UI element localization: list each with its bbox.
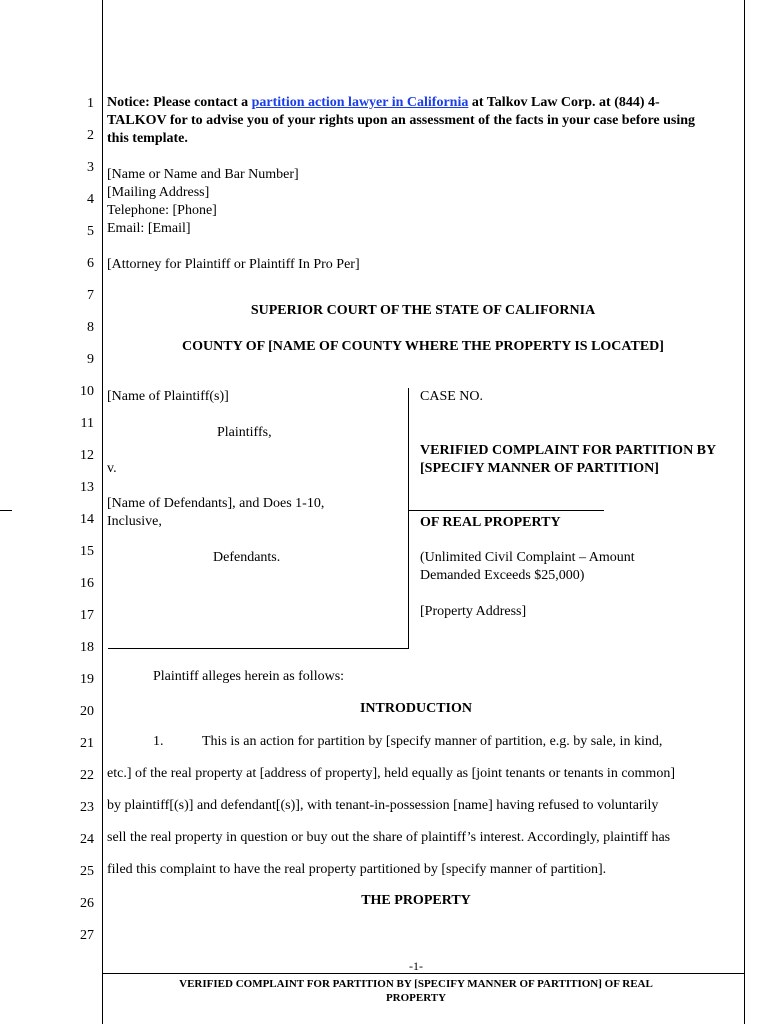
line-number: 2 [87, 128, 94, 143]
line-number: 19 [80, 672, 94, 687]
attorney-block [107, 166, 507, 238]
line-number: 7 [87, 288, 94, 303]
line-number: 6 [87, 256, 94, 271]
line-number: 10 [80, 384, 94, 399]
footer-title-line2: PROPERTY [385, 992, 447, 1004]
paragraph-line: This is an action for partition by [specify manner of partition, e.g. by sale, in kind, [202, 734, 663, 749]
line-number: 24 [80, 832, 94, 847]
complaint-type: (Unlimited Civil Complaint – Amount Demanded Exceeds $25,000) [420, 550, 635, 583]
right-margin-rule [744, 0, 745, 1024]
line-number: 3 [87, 160, 94, 175]
paragraph-number: 1. [153, 734, 164, 749]
court-county: COUNTY OF [NAME OF COUNTY WHERE THE PROPERTY IS LOCATED] [182, 339, 664, 354]
attorney-email: Email: [Email] [107, 221, 191, 236]
line-number: 13 [80, 480, 94, 495]
attorney-phone: Telephone: [Phone] [107, 203, 217, 218]
line-number: 20 [80, 704, 94, 719]
footer-title-line1: VERIFIED COMPLAINT FOR PARTITION BY [SPECIFY MANNER OF PARTITION] OF REAL [179, 978, 653, 990]
caption-right-rule [408, 510, 604, 511]
caption-bottom-rule [108, 648, 409, 649]
caption-divider [408, 388, 409, 648]
line-number: 25 [80, 864, 94, 879]
notice-prefix: Notice: Please contact a [107, 95, 249, 110]
notice-suffix: at Talkov Law Corp. at (844) 4-TALKOV for to advise you of your rights upon an assessment of the facts in your case before using this template. [107, 95, 696, 146]
plaintiffs-label: Plaintiffs, [217, 425, 272, 440]
margin-tick [0, 510, 12, 511]
attorney-name: [Name or Name and Bar Number] [107, 167, 299, 182]
paragraph-line: filed this complaint to have the real property partitioned by [specify manner of partition]. [107, 862, 607, 877]
page-number: -1- [409, 959, 423, 973]
line-number: 23 [80, 800, 94, 815]
property-address: [Property Address] [420, 604, 527, 619]
line-number: 27 [80, 928, 94, 943]
complaint-subtitle: OF REAL PROPERTY [420, 515, 561, 530]
line-number: 18 [80, 640, 94, 655]
complaint-title: VERIFIED COMPLAINT FOR PARTITION BY [SPECIFY MANNER OF PARTITION] [420, 443, 716, 476]
alleges-line: Plaintiff alleges herein as follows: [153, 669, 345, 684]
line-number: 26 [80, 896, 94, 911]
defendants-name: [Name of Defendants], and Does 1-10, [107, 496, 325, 511]
footer-rule [102, 973, 744, 974]
paragraph-line: by plaintiff[(s)] and defendant[(s)], with tenant-in-possession [name] having refused to voluntarily [107, 798, 659, 813]
line-number: 11 [80, 416, 94, 431]
plaintiff-name: [Name of Plaintiff(s)] [107, 389, 229, 404]
attorney-role: [Attorney for Plaintiff or Plaintiff In Pro Per] [107, 257, 360, 272]
line-number: 21 [80, 736, 94, 751]
line-number: 17 [80, 608, 94, 623]
property-heading: THE PROPERTY [361, 893, 471, 908]
paragraph-line: sell the real property in question or buy out the share of plaintiff’s interest. Accordingly, plaintiff has [107, 830, 671, 845]
line-number: 5 [87, 224, 94, 239]
line-number: 15 [80, 544, 94, 559]
line-number: 4 [87, 192, 94, 207]
line-number: 1 [87, 96, 94, 111]
partition-lawyer-link[interactable]: partition action lawyer in California [251, 95, 469, 110]
left-margin-rule [102, 0, 103, 1024]
paragraph-line: etc.] of the real property at [address of property], held equally as [joint tenants or tenants in common] [107, 766, 675, 781]
line-number: 8 [87, 320, 94, 335]
line-number: 12 [80, 448, 94, 463]
introduction-heading: INTRODUCTION [359, 701, 472, 716]
attorney-address: [Mailing Address] [107, 185, 210, 200]
defendants-label: Defendants. [213, 550, 281, 565]
versus: v. [107, 461, 117, 476]
defendants-inclusive: Inclusive, [107, 514, 162, 529]
line-number: 22 [80, 768, 94, 783]
court-title: SUPERIOR COURT OF THE STATE OF CALIFORNIA [250, 303, 596, 318]
line-number: 16 [80, 576, 94, 591]
line-number: 9 [87, 352, 94, 367]
notice-paragraph [107, 94, 717, 148]
line-number: 14 [80, 512, 94, 527]
case-number: CASE NO. [420, 389, 484, 404]
